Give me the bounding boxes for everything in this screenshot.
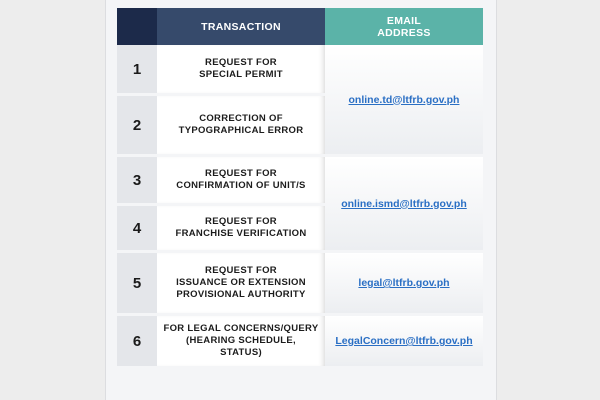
row-number: 5	[117, 253, 157, 316]
row-transaction: CORRECTION OF TYPOGRAPHICAL ERROR	[157, 96, 325, 157]
row-transaction: REQUEST FOR ISSUANCE OR EXTENSION PROVISIONAL AUTHORITY	[157, 253, 325, 316]
row-number: 3	[117, 157, 157, 206]
header-transaction: TRANSACTION	[157, 8, 325, 45]
header-email-address	[325, 8, 483, 45]
table-row	[117, 253, 483, 316]
header-number	[117, 8, 157, 45]
row-number: 1	[117, 45, 157, 96]
row-email-cell	[325, 157, 483, 253]
table-row	[117, 316, 483, 369]
table-row	[117, 157, 483, 206]
row-number: 6	[117, 316, 157, 369]
row-email-cell	[325, 316, 483, 369]
email-link-legal[interactable]: legal@ltfrb.gov.ph	[358, 277, 450, 289]
row-number: 4	[117, 206, 157, 253]
email-link-legal-concern[interactable]: LegalConcern@ltfrb.gov.ph	[335, 335, 473, 347]
email-link-ismd[interactable]: online.ismd@ltfrb.gov.ph	[341, 197, 467, 210]
row-email-cell	[325, 253, 483, 316]
row-transaction: FOR LEGAL CONCERNS/QUERY (HEARING SCHEDULE, STATUS)	[157, 316, 325, 369]
row-transaction: REQUEST FOR FRANCHISE VERIFICATION	[157, 206, 325, 253]
table-row	[117, 45, 483, 96]
row-email-cell	[325, 45, 483, 157]
table-header-row	[117, 8, 483, 45]
header-email-label: EMAIL ADDRESS	[377, 14, 431, 39]
row-number: 2	[117, 96, 157, 157]
row-transaction: REQUEST FOR SPECIAL PERMIT	[157, 45, 325, 96]
email-link-td[interactable]: online.td@ltfrb.gov.ph	[348, 93, 460, 106]
row-transaction: REQUEST FOR CONFIRMATION OF UNIT/S	[157, 157, 325, 206]
transaction-table	[117, 8, 483, 369]
